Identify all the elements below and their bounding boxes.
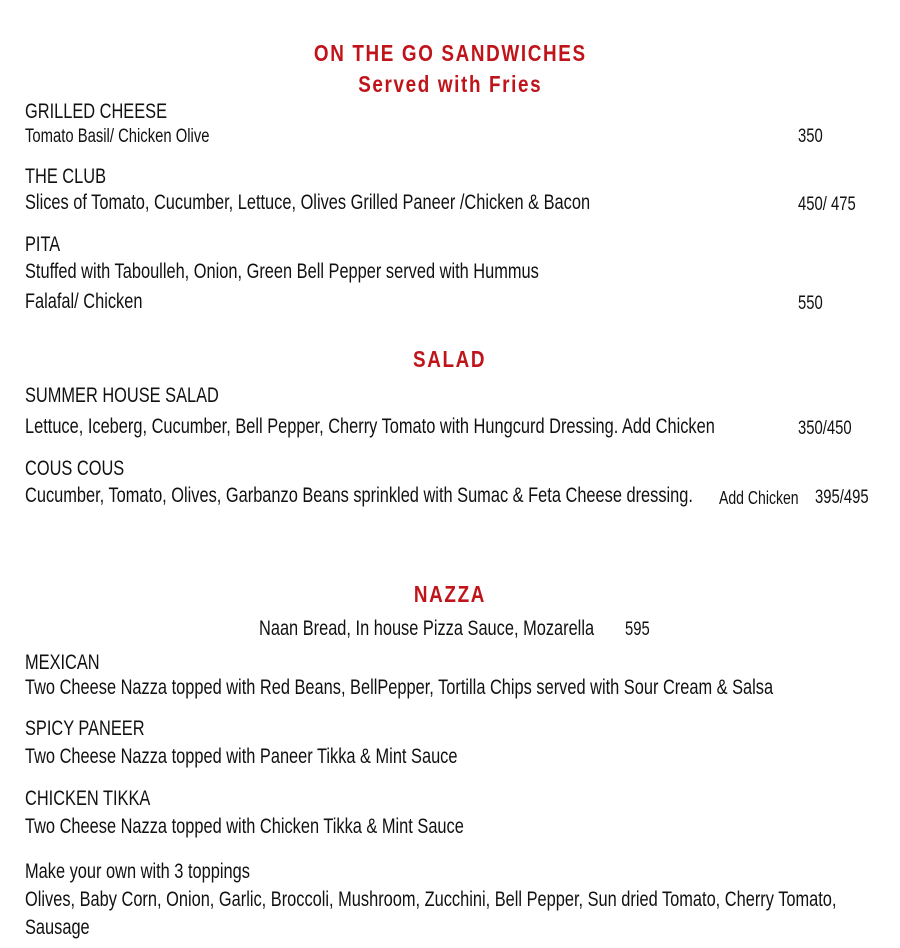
item-price-the-club: 450/ 475 [798, 194, 856, 215]
item-name-grilled-cheese: GRILLED CHEESE [25, 100, 168, 123]
item-name-the-club: THE CLUB [25, 165, 107, 188]
item-add-cous-cous: Add Chicken [719, 488, 799, 508]
item-desc-summer-house-salad: Lettuce, Iceberg, Cucumber, Bell Pepper, Cherry Tomato with Hungcurd Dressing. Add Chicken [25, 415, 715, 438]
item-desc-grilled-cheese: Tomato Basil/ Chicken Olive [25, 126, 210, 147]
section-subtitle-sandwiches: Served with Fries [357, 71, 543, 97]
item-desc-make-your-own: Olives, Baby Corn, Onion, Garlic, Broccoli, Mushroom, Zucchini, Bell Pepper, Sun dried Tomato, Cherry Tomato, [25, 888, 837, 911]
item-name-spicy-paneer: SPICY PANEER [25, 717, 145, 740]
section-title-sandwiches: ON THE GO SANDWICHES [313, 40, 587, 66]
item-name-make-your-own: Make your own with 3 toppings [25, 860, 250, 883]
item-desc-pita: Stuffed with Taboulleh, Onion, Green Bell Pepper served with Hummus [25, 260, 539, 283]
item-name-summer-house-salad: SUMMER HOUSE SALAD [25, 384, 219, 407]
section-title-nazza: NAZZA [413, 581, 487, 607]
item-price-pita: 550 [798, 293, 823, 314]
item-name-pita: PITA [25, 233, 61, 256]
item-desc-cous-cous: Cucumber, Tomato, Olives, Garbanzo Beans sprinkled with Sumac & Feta Cheese dressing. [25, 484, 693, 507]
item-desc-mexican: Two Cheese Nazza topped with Red Beans, BellPepper, Tortilla Chips served with Sour Cream & Salsa [25, 676, 774, 699]
nazza-base-price: 595 [625, 619, 650, 640]
item-name-chicken-tikka: CHICKEN TIKKA [25, 787, 151, 810]
item-desc-chicken-tikka: Two Cheese Nazza topped with Chicken Tikka & Mint Sauce [25, 815, 464, 838]
item-price-summer-house-salad: 350/450 [798, 418, 852, 439]
item-desc2-pita: Falafal/ Chicken [25, 290, 143, 313]
item-price-cous-cous: 395/495 [815, 487, 869, 508]
item-desc2-make-your-own: Sausage [25, 916, 90, 939]
section-title-salad: SALAD [413, 346, 487, 372]
item-name-cous-cous: COUS COUS [25, 457, 125, 480]
item-desc-the-club: Slices of Tomato, Cucumber, Lettuce, Olives Grilled Paneer /Chicken & Bacon [25, 191, 591, 214]
item-price-grilled-cheese: 350 [798, 126, 823, 147]
item-name-mexican: MEXICAN [25, 651, 100, 674]
nazza-base: Naan Bread, In house Pizza Sauce, Mozarella [259, 617, 595, 640]
item-desc-spicy-paneer: Two Cheese Nazza topped with Paneer Tikka & Mint Sauce [25, 745, 458, 768]
